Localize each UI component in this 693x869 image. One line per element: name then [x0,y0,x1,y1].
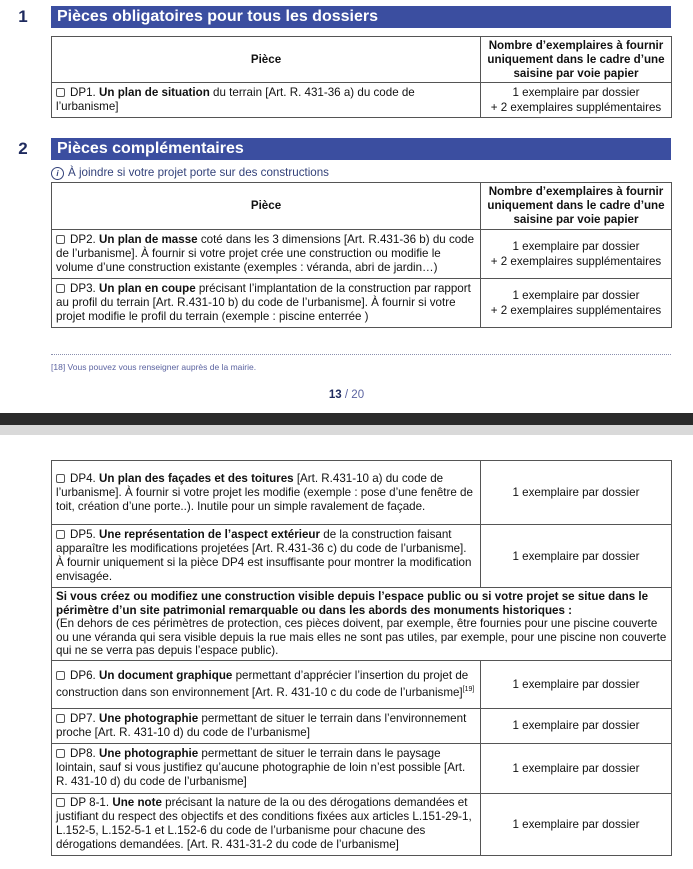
piece-code: DP7. [70,711,96,725]
table-row [52,83,672,118]
info-note [51,166,329,180]
checkbox[interactable] [56,88,65,97]
header-count: Nombre d’exemplaires à fournir uniquement dans le cadre d’une saisine par voie papier [481,183,672,230]
footnote-divider [51,354,671,355]
section-2-number: 2 [18,139,28,158]
piece-title: Un plan de situation [99,86,210,99]
count-main: 1 exemplaire par dossier [512,289,640,302]
count-main: 1 exemplaire par dossier [481,708,672,743]
checkbox[interactable] [56,714,65,723]
footnote-ref: [19] [462,685,475,693]
piece-title: Une photographie [99,747,199,760]
page-2-table [51,460,672,856]
checkbox[interactable] [56,798,65,807]
count-extra: + 2 exemplaires supplémentaires [490,255,662,268]
section-1-table [51,36,672,118]
count-extra: + 2 exemplaires supplémentaires [490,304,662,317]
checkbox[interactable] [56,671,65,680]
table-row [52,279,672,328]
piece-description: précisant la nature de la ou des dérogations demandées et justifiant du respect des objectifs et des conditions fixées aux articles L.151-29-1, L.152-5, L.152-5-1 et L.152-6 du code de l’urbanisme pour chacune des dérogations demandées. [Art. R. 431-31-2 du code de l’urbanisme] [56,796,472,851]
page-indicator [0,389,693,401]
piece-code: DP3. [70,282,96,295]
info-icon: i [51,167,64,180]
count-main: 1 exemplaire par dossier [481,793,672,855]
table-row [52,660,672,708]
count-main: 1 exemplaire par dossier [512,86,640,99]
piece-code: DP8. [70,747,96,760]
piece-description: de la construction faisant apparaître les modifications projetées [Art. R.431-36 c) du code de l’urbanisme]. À fournir uniquement si la pièce DP4 est insuffisante pour montrer la modification envisagée. [56,528,472,583]
table-row [52,793,672,855]
count-main: 1 exemplaire par dossier [481,660,672,708]
page-separator: / [341,389,352,401]
piece-description: du terrain [Art. R. 431-36 a) du code de l’urbanisme] [56,86,415,113]
checkbox[interactable] [56,284,65,293]
piece-title: Un plan en coupe [99,282,196,295]
table-row-special [52,588,672,661]
page-total: 20 [351,389,365,401]
table-row [52,230,672,279]
piece-description: précisant l’implantation de la construction par rapport au profil du terrain [Art. R.431-10 b) du code de l’urbanisme]. À fournir si votre projet modifie le profil du terrain (exemple : piscine enterrée ) [56,282,471,323]
header-piece: Pièce [52,183,481,230]
piece-code: DP4. [70,471,96,485]
piece-title: Une photographie [99,711,199,725]
checkbox[interactable] [56,474,65,483]
piece-description: permettant de situer le terrain dans l’environnement proche [Art. R. 431-10 d) du code de l’urbanisme] [56,711,467,739]
table-row [52,743,672,793]
checkbox[interactable] [56,530,65,539]
header-piece: Pièce [52,37,481,83]
piece-title: Une note [112,796,162,809]
piece-description: permettant d’apprécier l’insertion du projet de construction dans son environnement [Art. R. 431-10 c du code de l’urbanisme] [56,668,469,699]
section-2-title: Pièces complémentaires [51,138,671,160]
piece-description: coté dans les 3 dimensions [Art. R.431-36 b) du code de l’urbanisme]. À fournir si votre projet crée une construction ou modifie le volume d’une construction existante (exemples : véranda, abri de jardin…) [56,233,475,274]
piece-title: Une représentation de l’aspect extérieur [99,528,321,541]
section-1-title: Pièces obligatoires pour tous les dossiers [51,6,671,28]
count-main: 1 exemplaire par dossier [481,461,672,525]
piece-title: Un plan de masse [99,233,198,246]
piece-code: DP5. [70,528,96,541]
section-1-number: 1 [18,7,28,26]
piece-code: DP1. [70,86,96,99]
piece-code: DP6. [70,668,96,682]
piece-title: Un plan des façades et des toitures [99,471,294,485]
footnote: [18] Vous pouvez vous renseigner auprès de la mairie. [51,362,257,372]
piece-code: DP 8-1. [70,796,110,809]
page-separator-light [0,425,693,435]
piece-description: permettant de situer le terrain dans le paysage lointain, sauf si vous justifiez qu’aucune photographie de loin n’est possible [Art. R. 431-10 d) du code de l’urbanisme] [56,747,466,788]
piece-description: [Art. R.431-10 a) du code de l’urbanisme]. À fournir si votre projet les modifie (exemple : pose d’une fenêtre de toit, création d’une porte..). Inutile pour un simple ravalement de façade. [56,471,473,513]
count-main: 1 exemplaire par dossier [481,743,672,793]
special-heading: Si vous créez ou modifiez une construction visible depuis l’espace public ou si votre projet se situe dans le périmètre d’un site patrimonial remarquable ou dans les abords des monuments historiques : [56,590,649,617]
table-row [52,708,672,743]
piece-title: Un document graphique [99,668,233,682]
table-row [52,461,672,525]
section-2-table [51,182,672,328]
table-row [52,525,672,588]
page-separator-dark [0,413,693,425]
checkbox[interactable] [56,235,65,244]
piece-code: DP2. [70,233,96,246]
info-text: À joindre si votre projet porte sur des constructions [68,166,329,179]
count-main: 1 exemplaire par dossier [512,240,640,253]
header-count: Nombre d’exemplaires à fournir uniquement dans le cadre d’une saisine par voie papier [481,37,672,83]
count-main: 1 exemplaire par dossier [481,525,672,588]
page-current: 13 [328,389,342,401]
count-extra: + 2 exemplaires supplémentaires [490,101,662,114]
special-text: (En dehors de ces périmètres de protection, ces pièces doivent, par exemple, être fournies pour une piscine couverte ou une véranda qui sera visible depuis la rue mais elles ne sont pas utiles, par exemple, pour une piscine non couverte qui ne se verra pas depuis l’espace public). [56,617,667,657]
checkbox[interactable] [56,749,65,758]
